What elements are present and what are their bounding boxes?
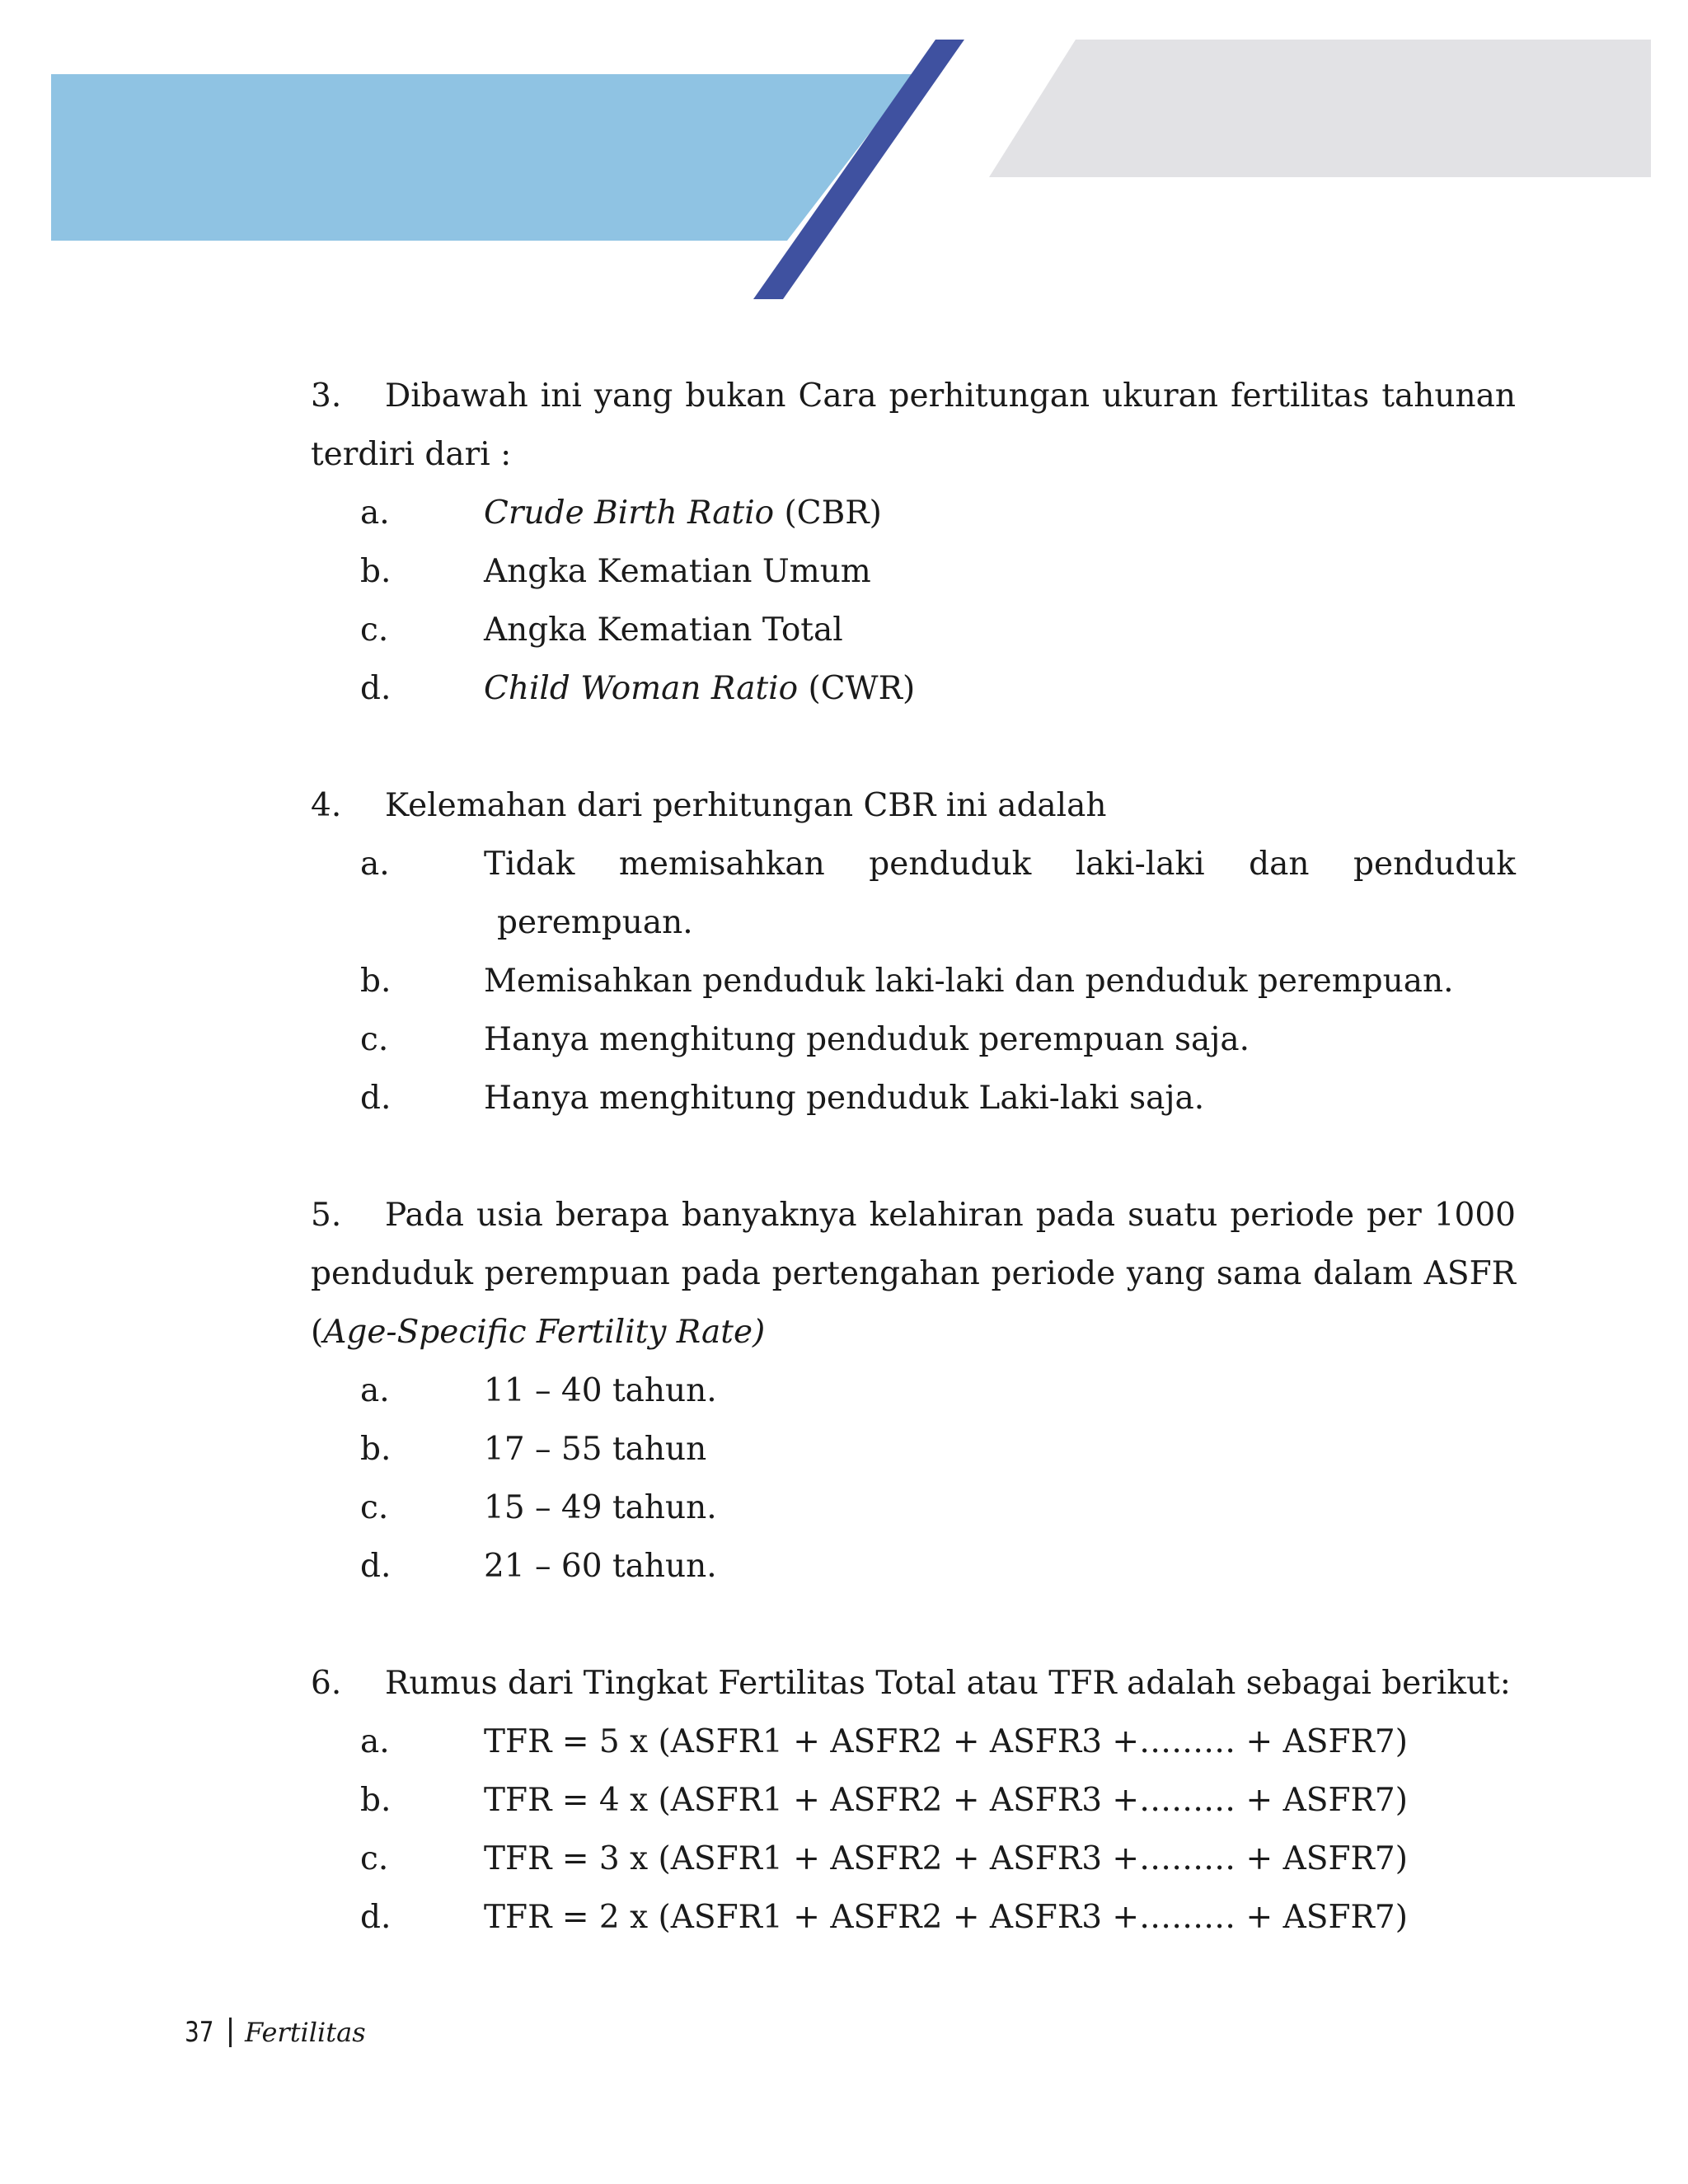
option-text [484,659,1516,718]
italic-term: Crude Birth Ratio [484,494,775,532]
answer-option [360,1713,1516,1771]
question-6 [311,1654,1516,1947]
answer-option [360,659,1516,718]
text-segment: Hanya menghitung penduduk perempuan saja. [484,1021,1250,1058]
option-text [484,1771,1516,1830]
question-4 [311,776,1516,1127]
text-segment: Kelemahan dari perhitungan CBR ini adalah [385,787,1107,824]
answer-option [360,835,1516,893]
option-text [484,542,1516,601]
question-stem [311,776,1516,835]
option-letter: c. [360,1840,389,1877]
text-segment: Memisahkan penduduk laki-laki dan penduduk perempuan. [484,963,1454,1000]
option-letter: b. [360,963,392,1000]
option-text-continuation: perempuan. [497,904,693,941]
option-letter: b. [360,1431,392,1468]
option-text [484,1069,1516,1127]
option-letter: b. [360,553,392,590]
text-segment: Tidak memisahkan penduduk laki-laki dan penduduk [484,846,1516,883]
question-number: 5. [311,1197,342,1234]
option-letter: c. [360,612,389,649]
footer-separator [229,2018,232,2047]
text-segment: (CBR) [774,494,882,532]
option-letter: d. [360,1899,392,1936]
option-text [484,1479,1516,1537]
option-letter: c. [360,1021,389,1058]
header-banner [0,0,1688,313]
answer-option [360,1479,1516,1537]
text-segment: 15 – 49 tahun. [484,1489,717,1526]
question-number: 4. [311,787,342,824]
option-text [484,952,1516,1010]
text-segment: (CWR) [798,670,916,707]
question-number: 3. [311,377,342,415]
option-text [484,601,1516,659]
question-stem [311,1654,1516,1713]
question-3 [311,367,1516,718]
answer-option [360,1010,1516,1069]
question-stem [311,1186,1516,1361]
option-text [484,1830,1516,1888]
answer-option [360,1888,1516,1947]
text-segment: Dibawah ini yang bukan Cara perhitungan ukuran fertilitas tahunan terdiri dari : [311,377,1516,473]
option-letter: a. [360,846,390,883]
text-segment: Angka Kematian Umum [484,553,871,590]
answer-option [360,1537,1516,1596]
answer-option [360,1771,1516,1830]
option-letter: d. [360,1080,392,1117]
answer-option [360,952,1516,1010]
header-blue-band [51,74,915,241]
text-segment: 17 – 55 tahun [484,1431,707,1468]
answer-option [360,484,1516,542]
option-letter: d. [360,670,392,707]
option-text [484,1010,1516,1069]
page-footer [185,2008,366,2057]
italic-term: Age-Specific Fertility Rate) [323,1314,766,1351]
option-letter: a. [360,1372,390,1409]
answer-option [360,1830,1516,1888]
page-number: 37 [185,2016,214,2049]
text-segment: TFR = 2 x (ASFR1 + ASFR2 + ASFR3 +……… + ASFR7) [484,1899,1408,1936]
text-segment: Angka Kematian Total [484,612,843,649]
option-letter: a. [360,494,390,532]
question-number: 6. [311,1665,342,1702]
option-text [484,1537,1516,1596]
answer-option [360,601,1516,659]
option-text [484,484,1516,542]
answer-option [360,1069,1516,1127]
option-letter: a. [360,1723,390,1760]
text-segment: 21 – 60 tahun. [484,1548,717,1585]
answer-option [360,1420,1516,1479]
option-letter: b. [360,1782,392,1819]
question-list [311,367,1516,1947]
text-segment: Rumus dari Tingkat Fertilitas Total atau TFR adalah sebagai berikut: [385,1665,1511,1702]
option-text [484,1420,1516,1479]
header-gray-band [989,40,1651,177]
text-segment: TFR = 3 x (ASFR1 + ASFR2 + ASFR3 +……… + ASFR7) [484,1840,1408,1877]
text-segment: TFR = 5 x (ASFR1 + ASFR2 + ASFR3 +……… + ASFR7) [484,1723,1408,1760]
answer-option [360,542,1516,601]
option-letter: d. [360,1548,392,1585]
option-text [484,835,1516,893]
footer-title: Fertilitas [245,2017,366,2048]
answer-option [360,1361,1516,1420]
text-segment: 11 – 40 tahun. [484,1372,717,1409]
text-segment: Pada usia berapa banyaknya kelahiran pada suatu periode per 1000 penduduk perempuan pada pertengahan periode yang sama dalam ASFR ( [311,1197,1516,1351]
text-segment: Hanya menghitung penduduk Laki-laki saja. [484,1080,1205,1117]
text-segment: TFR = 4 x (ASFR1 + ASFR2 + ASFR3 +……… + ASFR7) [484,1782,1408,1819]
question-stem [311,367,1516,484]
option-text [484,1361,1516,1420]
option-text [484,1713,1516,1771]
option-text [484,1888,1516,1947]
option-letter: c. [360,1489,389,1526]
question-5 [311,1186,1516,1596]
italic-term: Child Woman Ratio [484,670,799,707]
